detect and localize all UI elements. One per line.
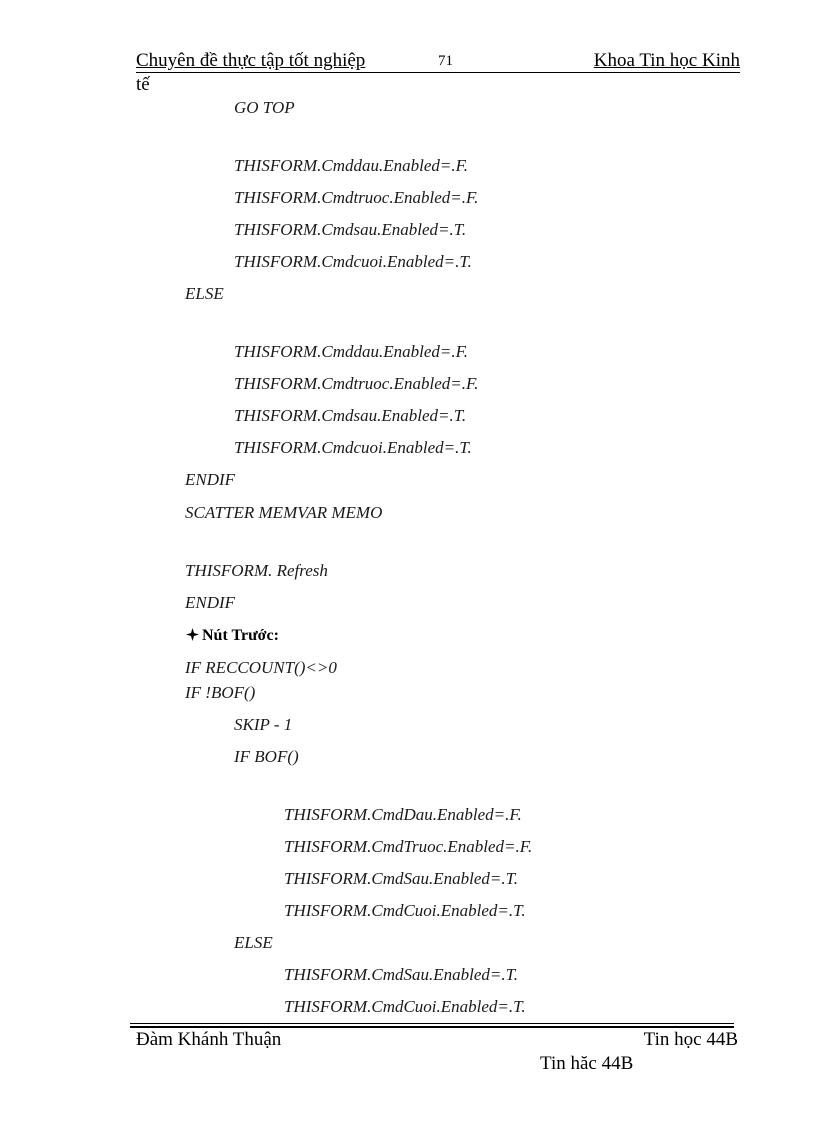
section-heading: [186, 626, 279, 646]
code-line: ENDIF: [185, 470, 236, 489]
code-line: THISFORM.CmdCuoi.Enabled=.T.: [284, 901, 526, 920]
code-line: ENDIF: [185, 593, 236, 612]
code-line: SCATTER MEMVAR MEMO: [185, 503, 383, 522]
code-line: THISFORM.Cmdtruoc.Enabled=.F.: [234, 188, 479, 207]
code-line: THISFORM.CmdSau.Enabled=.T.: [284, 965, 519, 984]
footer-divider-thick: [130, 1026, 734, 1028]
code-line: THISFORM.CmdDau.Enabled=.F.: [284, 805, 522, 824]
footer-divider: [130, 1023, 734, 1024]
code-line: ELSE: [185, 284, 224, 303]
code-line: THISFORM.CmdSau.Enabled=.T.: [284, 869, 519, 888]
code-line: THISFORM.Cmdtruoc.Enabled=.F.: [234, 374, 479, 393]
code-line: THISFORM. Refresh: [185, 561, 328, 580]
header-line: [136, 50, 740, 73]
code-line: THISFORM.Cmdsau.Enabled=.T.: [234, 220, 467, 239]
header-page-number: 71: [438, 53, 453, 69]
footer-class: Tin học 44B: [643, 1029, 738, 1050]
code-line: THISFORM.CmdCuoi.Enabled=.T.: [284, 997, 526, 1016]
page-header: [136, 50, 740, 98]
footer-author: Đàm Khánh Thuận: [136, 1029, 282, 1050]
code-line: IF BOF(): [234, 747, 299, 766]
code-line: THISFORM.Cmdcuoi.Enabled=.T.: [234, 252, 472, 271]
section-heading-text: Nút Trước:: [202, 627, 279, 644]
code-line: THISFORM.CmdTruoc.Enabled=.F.: [284, 837, 533, 856]
diamond-bullet-icon: [186, 626, 202, 646]
code-line: THISFORM.Cmdcuoi.Enabled=.T.: [234, 438, 472, 457]
code-line: THISFORM.Cmddau.Enabled=.F.: [234, 156, 469, 175]
code-line: IF !BOF(): [185, 683, 256, 702]
code-line: SKIP - 1: [234, 715, 293, 734]
footer-class-alt: Tin hăc 44B: [540, 1053, 634, 1074]
code-line: GO TOP: [234, 98, 295, 117]
code-line: THISFORM.Cmdsau.Enabled=.T.: [234, 406, 467, 425]
code-line: THISFORM.Cmddau.Enabled=.F.: [234, 342, 469, 361]
code-line: ELSE: [234, 933, 273, 952]
header-report-title: Chuyên đề thực tập tốt nghiệp: [136, 50, 366, 71]
code-line: IF RECCOUNT()<>0: [185, 658, 337, 677]
header-faculty-continuation: tế: [136, 74, 150, 95]
header-faculty: Khoa Tin học Kinh: [593, 50, 740, 71]
